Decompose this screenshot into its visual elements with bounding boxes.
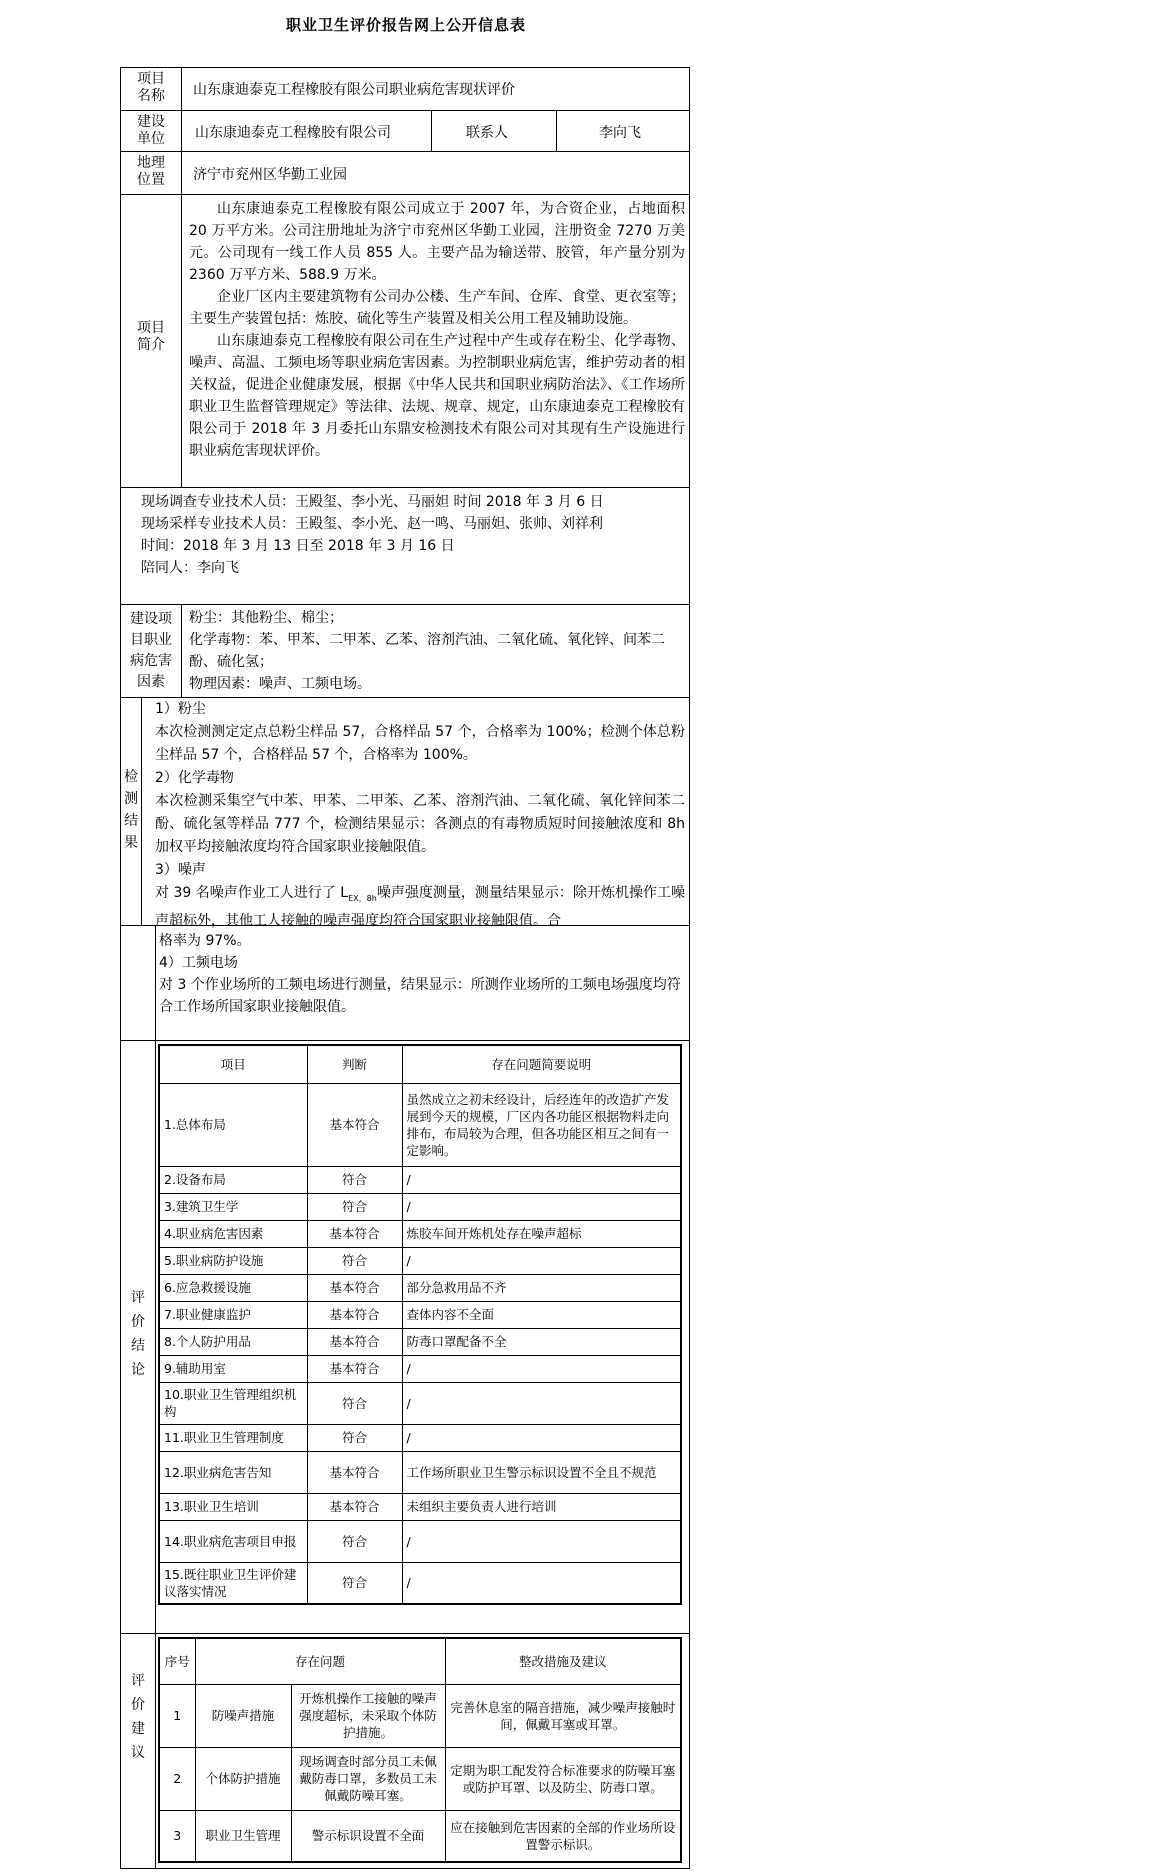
row-builder bbox=[120, 110, 690, 152]
table-cell: / bbox=[402, 1520, 681, 1562]
table-cell: 11.职业卫生管理制度 bbox=[159, 1424, 307, 1451]
table-cell: 个体防护措施 bbox=[195, 1747, 291, 1810]
table-cell: 符合 bbox=[307, 1193, 402, 1220]
survey-text bbox=[141, 491, 604, 579]
survey-line: 陪同人：李向飞 bbox=[141, 560, 239, 576]
table-cell: 现场调查时部分员工未佩戴防毒口罩，多数员工未佩戴防噪耳塞。 bbox=[291, 1747, 445, 1810]
row-results bbox=[120, 697, 690, 929]
table-cell: 开炼机操作工接触的噪声强度超标，未采取个体防护措施。 bbox=[291, 1684, 445, 1747]
row-intro bbox=[120, 194, 690, 488]
conclusion-label: 评价结论 bbox=[131, 1290, 145, 1378]
results-subscript: EX，8h bbox=[348, 893, 377, 903]
table-cell: 基本符合 bbox=[307, 1355, 402, 1382]
row-results-cont bbox=[120, 925, 690, 1041]
hazards-label: 建设项目职业病危害因素 bbox=[130, 611, 172, 690]
table-cell: 6.应急救援设施 bbox=[159, 1274, 307, 1301]
suggestions-table bbox=[158, 1637, 682, 1863]
table-cell: 部分急救用品不齐 bbox=[402, 1274, 681, 1301]
table-cell: / bbox=[402, 1166, 681, 1193]
col-header: 项目 bbox=[159, 1045, 307, 1083]
hazard-line: 物理因素：噪声、工频电场。 bbox=[189, 676, 371, 692]
col-header: 序号 bbox=[159, 1638, 195, 1684]
survey-line: 现场调查专业技术人员：王殿玺、李小光、马丽妲 时间 2018 年 3 月 6 日 bbox=[141, 494, 604, 510]
table-cell: 基本符合 bbox=[307, 1451, 402, 1493]
table-cell: 2.设备布局 bbox=[159, 1166, 307, 1193]
contact-value: 李向飞 bbox=[599, 125, 641, 141]
hazard-line: 粉尘：其他粉尘、棉尘； bbox=[189, 610, 343, 626]
table-cell: 符合 bbox=[307, 1247, 402, 1274]
builder-value: 山东康迪泰克工程橡胶有限公司 bbox=[195, 125, 391, 141]
location-label: 地理位置 bbox=[137, 155, 165, 188]
intro-paragraph: 山东康迪泰克工程橡胶有限公司在生产过程中产生或存在粉尘、化学毒物、噪声、高温、工频电场等职业病危害因素。为控制职业病危害，维护劳动者的相关权益，促进企业健康发展，根据《中华人民共和国职业病防治法》、《工作场所职业卫生监督管理规定》等法律、法规、规章、规定，山东康迪泰克工程橡胶有限公司于 2018 年 3 月委托山东鼎安检测技术有限公司对其现有生产设施进行职业病危害现状评价。 bbox=[189, 333, 685, 459]
table-cell: 应在接触到危害因素的全部的作业场所设置警示标识。 bbox=[445, 1810, 681, 1862]
results-line: 格率为 97%。 bbox=[159, 933, 251, 949]
row-survey bbox=[120, 487, 690, 605]
table-cell: 基本符合 bbox=[307, 1220, 402, 1247]
results-line: 1）粉尘 bbox=[155, 701, 206, 717]
table-cell: 12.职业病危害告知 bbox=[159, 1451, 307, 1493]
hazard-line: 化学毒物：苯、甲苯、二甲苯、乙苯、溶剂汽油、二氧化硫、氧化锌、间苯二酚、硫化氢； bbox=[189, 632, 665, 670]
table-cell: 符合 bbox=[307, 1166, 402, 1193]
row-location bbox=[120, 151, 690, 195]
table-cell: 职业卫生管理 bbox=[195, 1810, 291, 1862]
results-line: 4）工频电场 bbox=[159, 955, 238, 971]
col-header: 整改措施及建议 bbox=[445, 1638, 681, 1684]
table-cell: 10.职业卫生管理组织机构 bbox=[159, 1382, 307, 1424]
table-cell: / bbox=[402, 1247, 681, 1274]
table-cell: 5.职业病防护设施 bbox=[159, 1247, 307, 1274]
table-cell: 9.辅助用室 bbox=[159, 1355, 307, 1382]
table-cell: 基本符合 bbox=[307, 1493, 402, 1520]
intro-text bbox=[189, 198, 685, 462]
table-cell: 1 bbox=[159, 1684, 195, 1747]
table-cell: 符合 bbox=[307, 1562, 402, 1604]
table-cell: 8.个人防护用品 bbox=[159, 1328, 307, 1355]
row-conclusion bbox=[120, 1040, 690, 1634]
contact-label: 联系人 bbox=[466, 125, 508, 141]
table-cell: 未组织主要负责人进行培训 bbox=[402, 1493, 681, 1520]
results-text-part: 噪声强度测量，测量结果显示：除开炼机操作工噪声超标外，其他工人接触的噪声强度均符合国家职业接触限值。合 bbox=[155, 885, 686, 929]
table-cell: 14.职业病危害项目申报 bbox=[159, 1520, 307, 1562]
table-cell: 13.职业卫生培训 bbox=[159, 1493, 307, 1520]
results-line: 3）噪声 bbox=[155, 862, 206, 878]
builder-label: 建设单位 bbox=[137, 114, 165, 147]
table-cell: 基本符合 bbox=[307, 1301, 402, 1328]
row-project-name bbox=[120, 67, 690, 111]
row-suggestions bbox=[120, 1633, 690, 1869]
table-cell: 工作场所职业卫生警示标识设置不全且不规范 bbox=[402, 1451, 681, 1493]
table-cell: 符合 bbox=[307, 1520, 402, 1562]
col-header: 存在问题简要说明 bbox=[402, 1045, 681, 1083]
survey-line: 时间：2018 年 3 月 13 日至 2018 年 3 月 16 日 bbox=[141, 538, 455, 554]
table-cell: 炼胶车间开炼机处存在噪声超标 bbox=[402, 1220, 681, 1247]
results-line: 对 3 个作业场所的工频电场进行测量，结果显示：所测作业场所的工频电场强度均符合工作场所国家职业接触限值。 bbox=[159, 977, 681, 1015]
results-line: 本次检测测定定点总粉尘样品 57，合格样品 57 个，合格率为 100%；检测个体总粉尘样品 57 个，合格样品 57 个，合格率为 100%。 bbox=[155, 724, 685, 763]
table-cell: 防毒口罩配备不全 bbox=[402, 1328, 681, 1355]
table-cell: 定期为职工配发符合标准要求的防噪耳塞或防护耳罩、以及防尘、防毒口罩。 bbox=[445, 1747, 681, 1810]
table-cell: 7.职业健康监护 bbox=[159, 1301, 307, 1328]
table-cell: 1.总体布局 bbox=[159, 1083, 307, 1166]
intro-label: 项目简介 bbox=[137, 320, 165, 353]
table-cell: 3 bbox=[159, 1810, 195, 1862]
table-cell: 完善休息室的隔音措施，减少噪声接触时间，佩戴耳塞或耳罩。 bbox=[445, 1684, 681, 1747]
project-name-label: 项目名称 bbox=[137, 71, 165, 104]
table-cell: 符合 bbox=[307, 1424, 402, 1451]
table-cell: / bbox=[402, 1562, 681, 1604]
hazards-text bbox=[189, 607, 685, 695]
table-cell: / bbox=[402, 1382, 681, 1424]
table-cell: 2 bbox=[159, 1747, 195, 1810]
table-cell: 虽然成立之初未经设计，后经连年的改造扩产发展到今天的规模，厂区内各功能区根据物料走向排布，布局较为合理，但各功能区相互之间有一定影响。 bbox=[402, 1083, 681, 1166]
table-cell: 15.既往职业卫生评价建议落实情况 bbox=[159, 1562, 307, 1604]
results-cont-text bbox=[159, 930, 685, 1018]
results-label: 检测结果 bbox=[124, 769, 138, 851]
suggestions-label: 评价建议 bbox=[131, 1673, 145, 1761]
table-cell: / bbox=[402, 1424, 681, 1451]
table-cell: 警示标识设置不全面 bbox=[291, 1810, 445, 1862]
table-cell: 查体内容不全面 bbox=[402, 1301, 681, 1328]
page-title: 职业卫生评价报告网上公开信息表 bbox=[285, 16, 526, 34]
col-header: 判断 bbox=[307, 1045, 402, 1083]
results-line: 2）化学毒物 bbox=[155, 770, 234, 786]
table-cell: 3.建筑卫生学 bbox=[159, 1193, 307, 1220]
location-value: 济宁市兖州区华勤工业园 bbox=[193, 167, 347, 183]
results-line: 本次检测采集空气中苯、甲苯、二甲苯、乙苯、溶剂汽油、二氧化硫、氧化锌间苯二酚、硫化氢等样品 777 个，检测结果显示：各测点的有毒物质短时间接触浓度和 8h 加权平均接触浓度均符合国家职业接触限值。 bbox=[155, 793, 685, 855]
table-cell: 基本符合 bbox=[307, 1328, 402, 1355]
row-hazards bbox=[120, 604, 690, 698]
conclusion-table bbox=[158, 1044, 682, 1605]
intro-paragraph: 企业厂区内主要建筑物有公司办公楼、生产车间、仓库、食堂、更衣室等；主要生产装置包括：炼胶、硫化等生产装置及相关公用工程及辅助设施。 bbox=[189, 289, 685, 327]
table-cell: / bbox=[402, 1193, 681, 1220]
survey-line: 现场采样专业技术人员：王殿玺、李小光、赵一鸣、马丽妲、张帅、刘祥利 bbox=[141, 516, 603, 532]
table-cell: 4.职业病危害因素 bbox=[159, 1220, 307, 1247]
table-cell: 符合 bbox=[307, 1382, 402, 1424]
table-cell: 基本符合 bbox=[307, 1274, 402, 1301]
table-cell: 基本符合 bbox=[307, 1083, 402, 1166]
table-cell: 防噪声措施 bbox=[195, 1684, 291, 1747]
col-header: 存在问题 bbox=[195, 1638, 445, 1684]
results-text bbox=[155, 698, 685, 933]
intro-paragraph: 山东康迪泰克工程橡胶有限公司成立于 2007 年，为合资企业，占地面积 20 万平方米。公司注册地址为济宁市兖州区华勤工业园，注册资金 7270 万美元。公司现有一线工作人员 855 人。主要产品为输送带、胶管，年产量分别为 2360 万平方米、588.9 万米。 bbox=[189, 201, 685, 283]
results-text-part: 对 39 名噪声作业工人进行了 L bbox=[155, 885, 349, 901]
table-cell: / bbox=[402, 1355, 681, 1382]
project-name-value: 山东康迪泰克工程橡胶有限公司职业病危害现状评价 bbox=[193, 82, 515, 98]
